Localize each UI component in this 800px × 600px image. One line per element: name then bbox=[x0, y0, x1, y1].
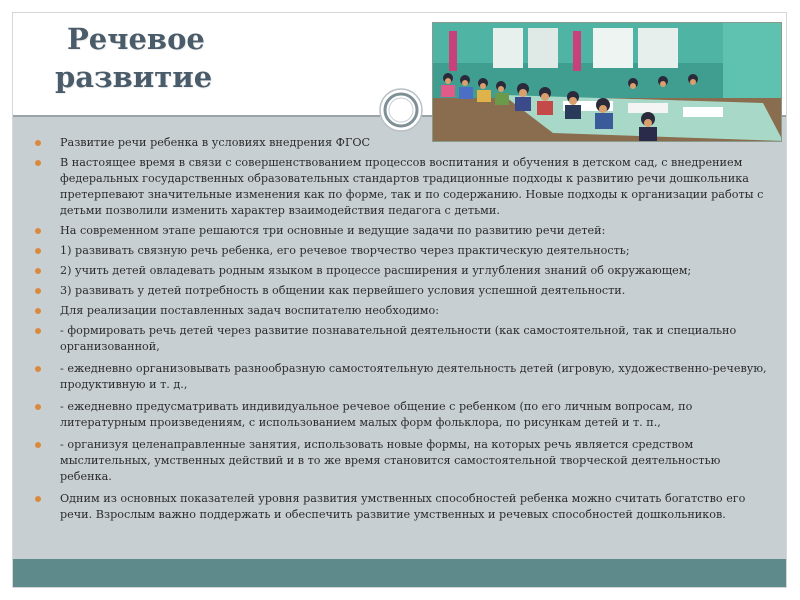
list-item bbox=[34, 437, 774, 485]
bullet-text: 3) развивать у детей потребность в общении как первейшего условия успешной деятельности. bbox=[60, 284, 626, 297]
list-item bbox=[34, 135, 774, 151]
bullet-dot-icon bbox=[35, 404, 41, 410]
bullet-text: - ежедневно организовывать разнообразную самостоятельную деятельность детей (игровую, художественно-речевую, продуктивную и т. д., bbox=[60, 362, 767, 391]
decorative-ring-icon bbox=[379, 88, 423, 132]
bullet-dot-icon bbox=[35, 228, 41, 234]
list-item bbox=[34, 361, 774, 393]
list-item bbox=[34, 399, 774, 431]
bullet-text: - организуя целенаправленные занятия, использовать новые формы, на которых речь является средством мыслительных, умственных действий и в то же время становится самостоятельной творческой деятельностью ребенка. bbox=[60, 438, 721, 483]
list-item bbox=[34, 283, 774, 299]
list-item bbox=[34, 323, 774, 355]
bullet-text: Развитие речи ребенка в условиях внедрения ФГОС bbox=[60, 136, 371, 149]
bullet-dot-icon bbox=[35, 328, 41, 334]
bullet-text: - формировать речь детей через развитие познавательной деятельности (как самостоятельной, так и специально организованной, bbox=[60, 324, 737, 353]
bullet-dot-icon bbox=[35, 268, 41, 274]
footer-band bbox=[13, 559, 786, 587]
list-item bbox=[34, 263, 774, 279]
title-line-1: Речевое bbox=[67, 22, 205, 56]
list-item bbox=[34, 491, 774, 523]
classroom-photo-icon bbox=[433, 23, 782, 142]
list-item bbox=[34, 223, 774, 239]
bullet-list bbox=[34, 135, 774, 527]
list-item bbox=[34, 303, 774, 319]
bullet-text: 1) развивать связную речь ребенка, его речевое творчество через практическую деятельность; bbox=[60, 244, 630, 257]
bullet-dot-icon bbox=[35, 160, 41, 166]
bullet-dot-icon bbox=[35, 288, 41, 294]
bullet-text: Для реализации поставленных задач воспитателю необходимо: bbox=[60, 304, 440, 317]
bullet-text: На современном этапе решаются три основные и ведущие задачи по развитию речи детей: bbox=[60, 224, 606, 237]
bullet-dot-icon bbox=[35, 140, 41, 146]
list-item bbox=[34, 243, 774, 259]
bullet-text: - ежедневно предусматривать индивидуальное речевое общение с ребенком (по его личным вопросам, по литературным произведениям, с использованием малых форм фольклора, по рисункам детей и т. п., bbox=[60, 400, 693, 429]
bullet-dot-icon bbox=[35, 308, 41, 314]
bullet-text: В настоящее время в связи с совершенствованием процессов воспитания и обучения в детском сад, с внедрением федеральных государственных образовательных стандартов традиционные подходы к развитию речи дошкольника претерпевают значительные изменения как по форме, так и по содержанию. Новые подходы к организации работы с детьми позволили изменить характер взаимодействия педагога с детьми. bbox=[60, 156, 764, 217]
bullet-dot-icon bbox=[35, 248, 41, 254]
title-line-2: развитие bbox=[55, 60, 213, 94]
classroom-photo bbox=[432, 22, 782, 142]
slide-title bbox=[55, 20, 305, 96]
bullet-text: 2) учить детей овладевать родным языком в процессе расширения и углубления знаний об окружающем; bbox=[60, 264, 692, 277]
list-item bbox=[34, 155, 774, 219]
bullet-text: Одним из основных показателей уровня развития умственных способностей ребенка можно считать богатство его речи. Взрослым важно поддержать и обеспечить развитие умственных и речевых способностей дошкольников. bbox=[60, 492, 746, 521]
bullet-dot-icon bbox=[35, 496, 41, 502]
bullet-dot-icon bbox=[35, 366, 41, 372]
bullet-dot-icon bbox=[35, 442, 41, 448]
